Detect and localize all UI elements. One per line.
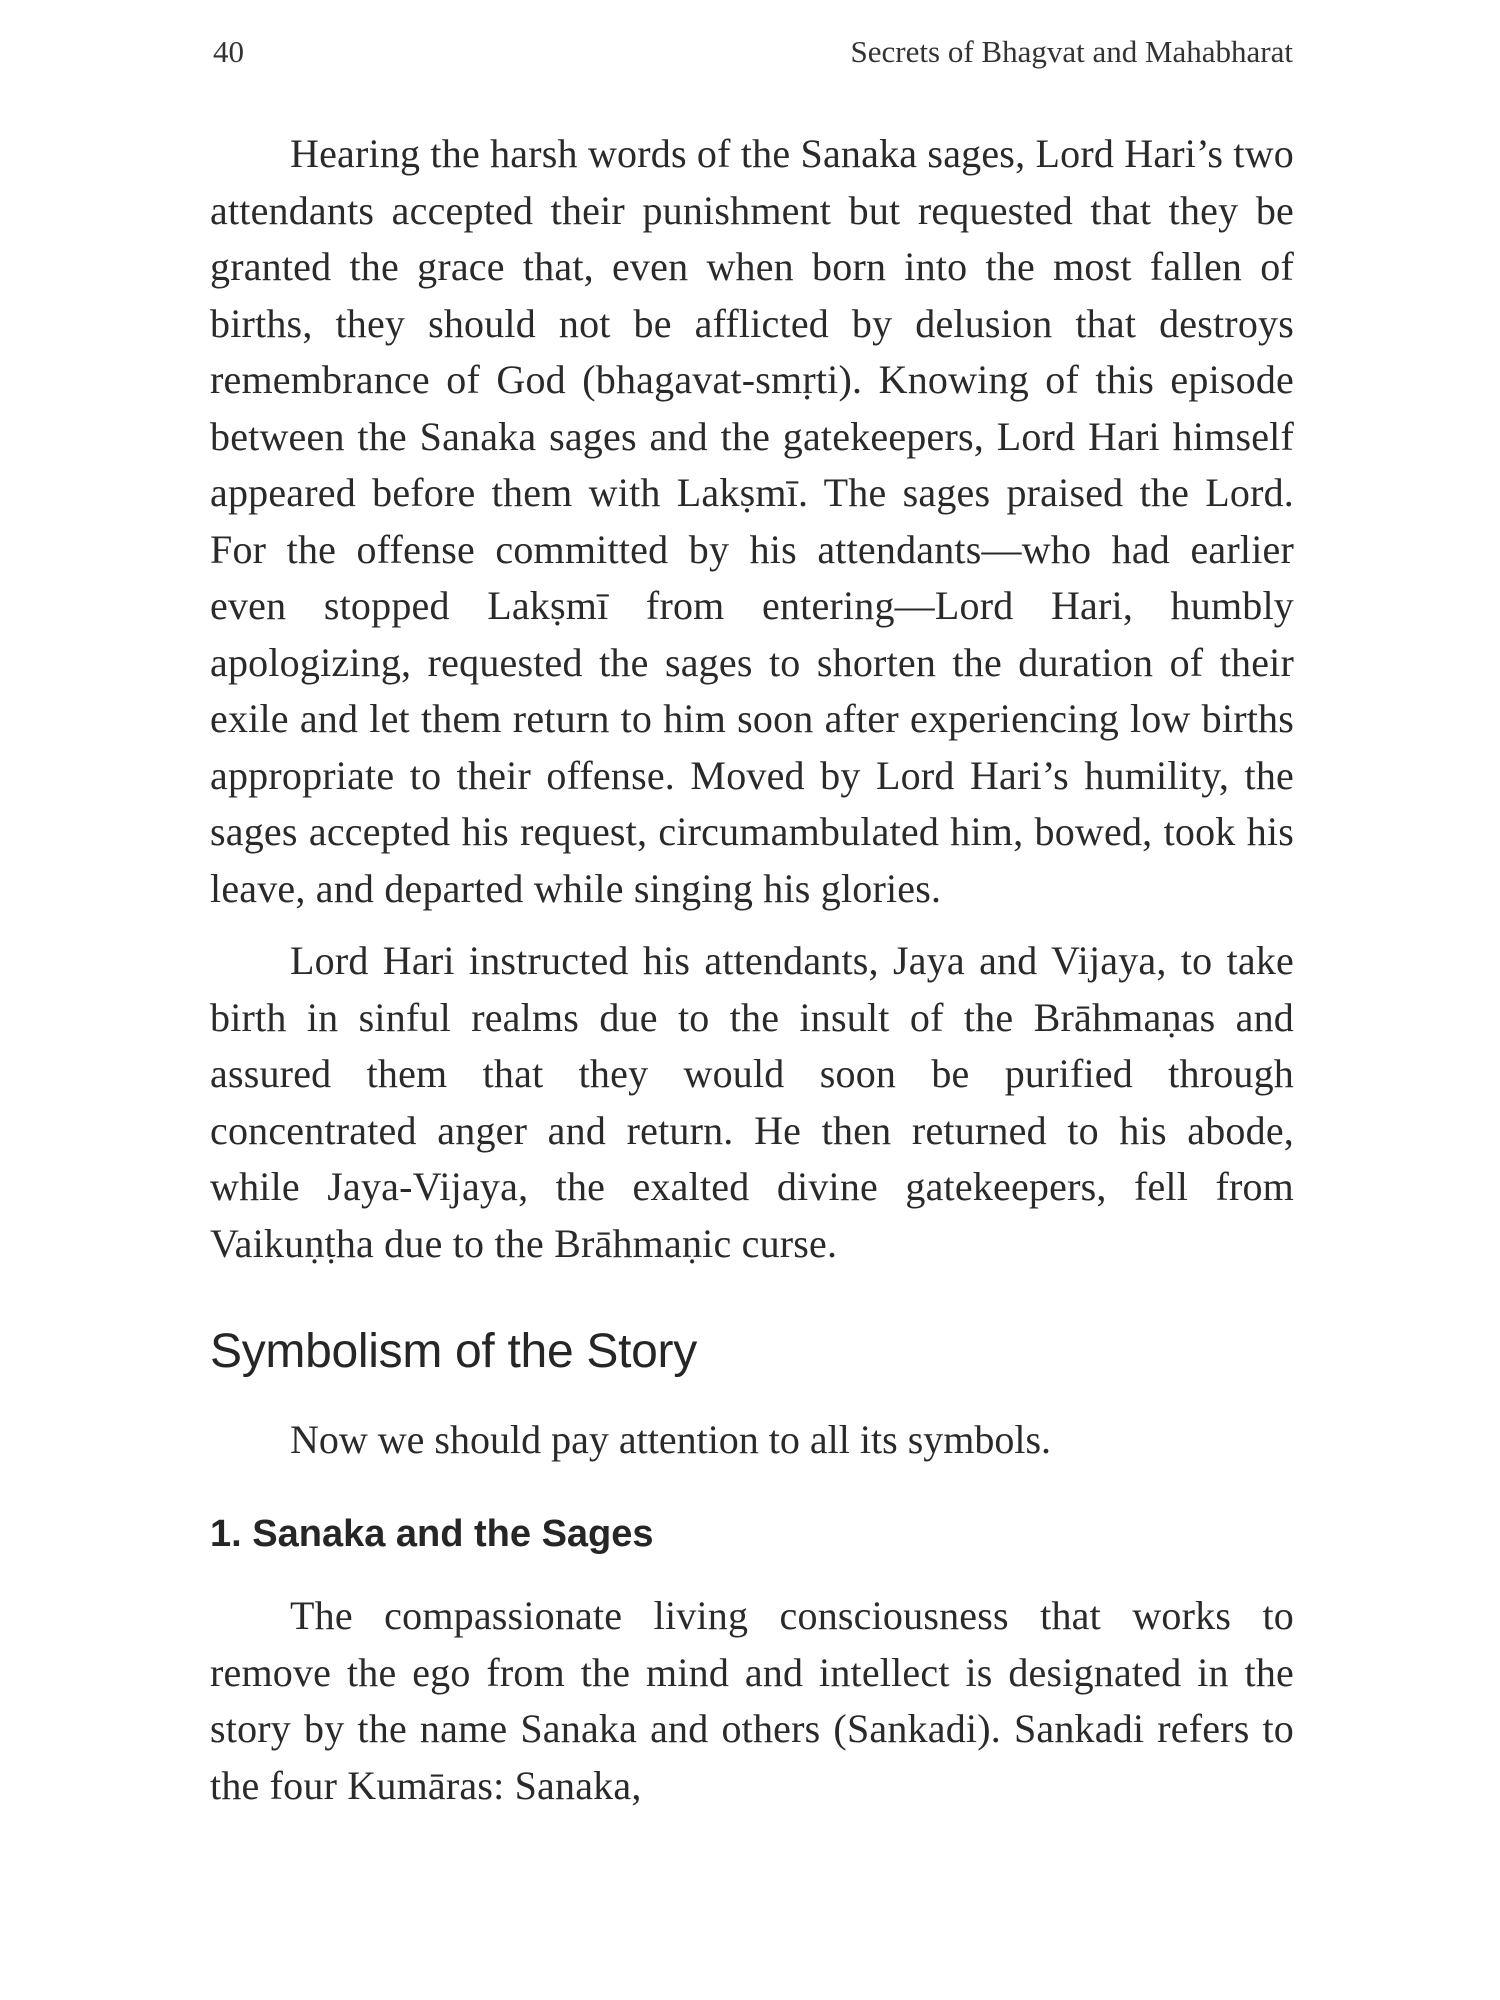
subsection-heading: 1. Sanaka and the Sages xyxy=(210,1513,654,1555)
section-intro: Now we should pay attention to all its symbols. xyxy=(290,1417,1052,1462)
section-heading: Symbolism of the Story xyxy=(210,1325,697,1378)
paragraph-sanaka: The compassionate living consciousness that works to remove the ego from the mind and intellect is designated in the story by the name Sanaka and others (Sankadi). Sankadi refers to the four Kumāras: Sanaka, xyxy=(210,1593,1294,1808)
body-text xyxy=(210,126,1294,1814)
paragraph-jaya-vijaya: Lord Hari instructed his attendants, Jaya and Vijaya, to take birth in sinful realms due to the insult of the Brāhmaṇas and assured them that they would soon be purified through concentrated anger and return. He then returned to his abode, while Jaya-Vijaya, the exalted divine gatekeepers, fell from Vaikuṇṭha due to the Brāhmaṇic curse. xyxy=(210,938,1294,1266)
page-number: 40 xyxy=(213,34,244,69)
running-title: Secrets of Bhagvat and Mahabharat xyxy=(850,34,1293,69)
page-header xyxy=(213,34,1293,78)
paragraph-attendants-punishment: Hearing the harsh words of the Sanaka sages, Lord Hari’s two attendants accepted their punishment but requested that they be granted the grace that, even when born into the most fallen of births, they should not be afflicted by delusion that destroys remembrance of God (bhagavat-smṛti). Knowing of this episode between the Sanaka sages and the gatekeepers, Lord Hari himself appeared before them with Lakṣmī. The sages praised the Lord. For the offense committed by his attendants—who had earlier even stopped Lakṣmī from entering—Lord Hari, humbly apologizing, requested the sages to shorten the duration of their exile and let them return to him soon after experiencing low births appropriate to their offense. Moved by Lord Hari’s humility, the sages accepted his request, circumambulated him, bowed, took his leave, and departed while singing his glories. xyxy=(210,131,1294,911)
